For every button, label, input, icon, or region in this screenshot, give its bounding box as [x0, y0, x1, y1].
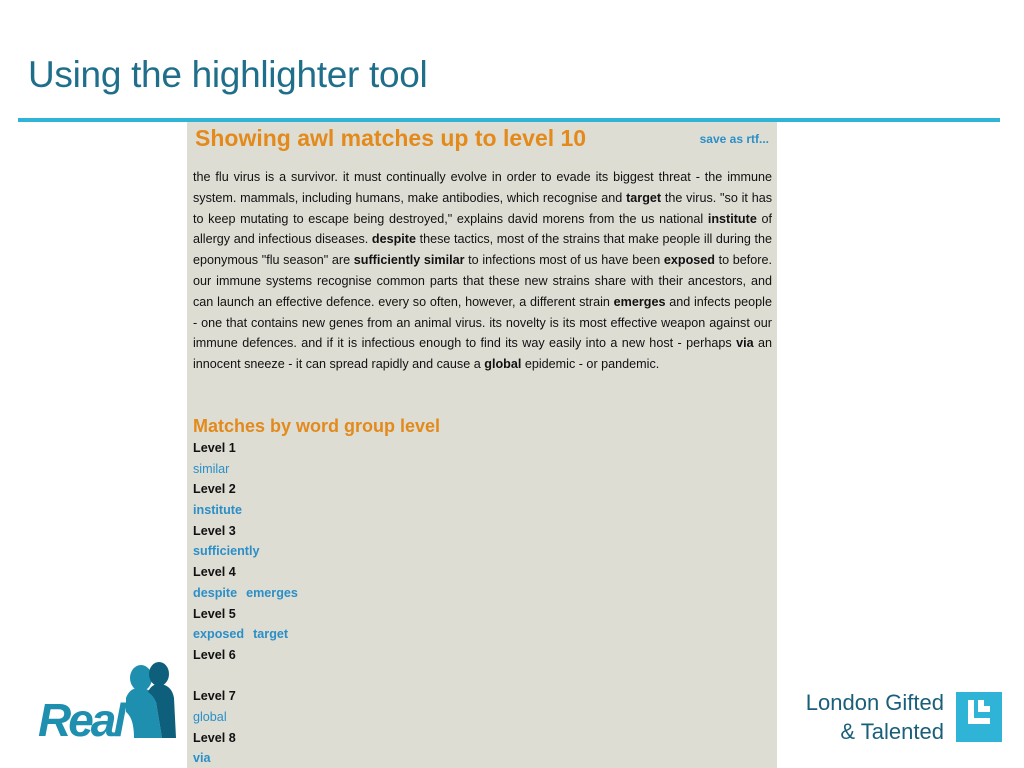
passage-segment: to infections most of us have been [464, 253, 664, 268]
level-row [193, 645, 493, 666]
level-words [193, 500, 493, 521]
highlighted-word: via [736, 336, 754, 351]
word-link[interactable]: institute [193, 503, 242, 518]
passage-segment: of allergy and infectious diseases. [193, 211, 772, 247]
word-link[interactable]: despite [193, 585, 238, 600]
level-row [193, 728, 493, 749]
highlighted-word: similar [423, 253, 465, 268]
lgt-line-1: London Gifted [805, 690, 944, 715]
real-logo [38, 660, 178, 740]
word-link[interactable]: global [193, 709, 227, 724]
level-row [193, 479, 493, 500]
highlighted-word: emerges [613, 294, 666, 309]
panel-heading: Showing awl matches up to level 10 [195, 125, 587, 151]
passage-segment: epidemic - or pandemic. [521, 357, 660, 372]
level-label: Level 3 [193, 523, 236, 538]
word-link[interactable]: exposed [193, 627, 245, 642]
level-label: Level 7 [193, 689, 236, 704]
word-link[interactable]: via [193, 751, 211, 766]
level-label: Level 5 [193, 606, 236, 621]
real-people-icon [38, 660, 178, 740]
level-label: Level 6 [193, 647, 236, 662]
level-words [193, 707, 493, 728]
highlighted-word: sufficiently [353, 253, 421, 268]
level-words [193, 666, 493, 687]
passage-segment: and infects people - one that contains new genes from an animal virus. its novelty is its most effective weapon against our immune defences. and if it is infectious enough to find its way easily into a new host - perhaps [193, 294, 772, 351]
passage-segment: an innocent sneeze - it can spread rapidly and cause a [193, 336, 772, 372]
highlighted-word: global [484, 357, 522, 372]
word-link[interactable]: emerges [246, 585, 298, 600]
highlighted-word: despite [371, 232, 416, 247]
word-link[interactable]: sufficiently [193, 544, 260, 559]
level-row [193, 686, 493, 707]
level-label: Level 1 [193, 441, 236, 455]
lgt-line-2: & Talented [840, 719, 944, 744]
level-words [193, 583, 493, 604]
slide-title: Using the highlighter tool [28, 54, 428, 95]
highlighted-word: institute [707, 211, 757, 226]
level-words [193, 541, 493, 562]
passage-segment: these tactics, most of the strains that make people ill during the eponymous "flu season" are [193, 232, 772, 268]
passage-segment: the flu virus is a survivor. it must continually evolve in order to evade its biggest threat - the immune system. mammals, including humans, make antibodies, which recognise and [193, 170, 772, 205]
real-wordmark: Real [38, 694, 124, 740]
word-link[interactable]: similar [193, 461, 230, 476]
level-words [193, 748, 493, 768]
level-row [193, 562, 493, 583]
passage-text [193, 167, 772, 375]
level-words [193, 624, 493, 645]
groups-heading: Matches by word group level [193, 416, 441, 436]
level-label: Level 4 [193, 565, 236, 580]
level-row [193, 521, 493, 542]
level-row [193, 438, 493, 459]
highlighter-panel [187, 122, 777, 768]
save-as-rtf-link[interactable]: save as rtf... [699, 132, 769, 146]
highlighted-word: exposed [663, 253, 715, 268]
london-gifted-talented-logo [782, 688, 1002, 748]
lgt-mark-icon [956, 692, 1002, 742]
level-words [193, 459, 493, 480]
passage-segment: to before. our immune systems recognise common parts that these new strains share with their ancestors, and can launch an effective defence. every so often, however, a different strain [193, 253, 772, 309]
word-link[interactable]: target [253, 627, 289, 642]
level-row [193, 604, 493, 625]
level-label: Level 2 [193, 482, 236, 497]
passage-segment: the virus. "so it has to keep mutating to escape being destroyed," explains david morens from the us national [193, 190, 772, 226]
word-group-list [193, 438, 493, 768]
highlighted-word: target [626, 190, 662, 205]
level-label: Level 8 [193, 730, 236, 745]
